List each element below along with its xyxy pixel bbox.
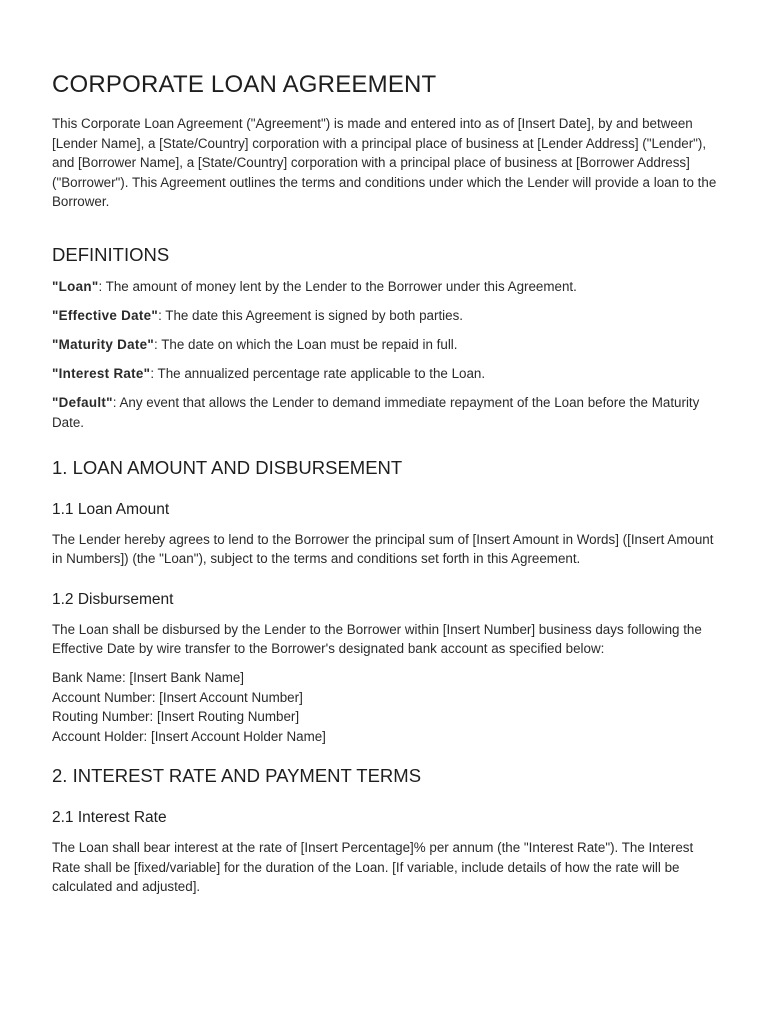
definition-text: : The date on which the Loan must be repaid in full. <box>154 337 458 353</box>
routing-number-line: Routing Number: [Insert Routing Number] <box>52 709 300 725</box>
section-2-heading: 2. INTEREST RATE AND PAYMENT TERMS <box>52 765 422 787</box>
definition-effective-date <box>52 306 720 326</box>
definition-text: : Any event that allows the Lender to demand immediate repayment of the Loan before the Maturity Date. <box>52 395 700 430</box>
definition-text: : The amount of money lent by the Lender to the Borrower under this Agreement. <box>98 278 577 294</box>
section-1-heading: 1. LOAN AMOUNT AND DISBURSEMENT <box>52 456 403 478</box>
document-page <box>52 70 720 918</box>
definition-text: : The date this Agreement is signed by both parties. <box>158 308 464 324</box>
account-holder-line: Account Holder: [Insert Account Holder Name] <box>52 728 326 744</box>
section-1-2-text: The Loan shall be disbursed by the Lender to the Borrower within [Insert Number] business days following the Effective Date by wire transfer to the Borrower's designated bank account as specified below: <box>52 621 702 657</box>
definition-term: "Loan" <box>52 278 99 294</box>
intro-paragraph: This Corporate Loan Agreement ("Agreement") is made and entered into as of [Insert Date], by and between [Lender Name], a [State/Country] corporation with a principal place of business at [Lender Address] ("Lender"), and [Borrower Name], a [State/Country] corporation with a principal place of business at [Borrower Address] ("Borrower"). This Agreement outlines the terms and conditions under which the Lender will provide a loan to the Borrower. <box>52 116 717 210</box>
definition-loan <box>52 277 720 297</box>
definition-term: "Effective Date" <box>52 308 159 324</box>
definition-term: "Maturity Date" <box>52 337 155 353</box>
definition-maturity-date <box>52 335 720 355</box>
definition-default <box>52 393 720 432</box>
bank-name-line: Bank Name: [Insert Bank Name] <box>52 669 245 685</box>
section-1-1-heading: 1.1 Loan Amount <box>52 500 170 518</box>
section-1-2-heading: 1.2 Disbursement <box>52 590 174 608</box>
section-2-1-heading: 2.1 Interest Rate <box>52 809 167 827</box>
document-title: CORPORATE LOAN AGREEMENT <box>52 71 437 98</box>
definition-term: "Default" <box>52 395 113 411</box>
section-2-1-text: The Loan shall bear interest at the rate of [Insert Percentage]% per annum (the "Interest Rate"). The Interest Rate shall be [fixed/variable] for the duration of the Loan. [If variable, include details of how the rate will be calculated and adjusted]. <box>52 840 694 895</box>
definitions-heading: DEFINITIONS <box>52 243 170 265</box>
account-number-line: Account Number: [Insert Account Number] <box>52 689 303 705</box>
section-1-1-text: The Lender hereby agrees to lend to the Borrower the principal sum of [Insert Amount in Words] ([Insert Amount in Numbers]) (the "Loan"), subject to the terms and conditions set forth in this Agreement. <box>52 531 714 567</box>
definition-term: "Interest Rate" <box>52 366 151 382</box>
bank-details <box>52 668 720 746</box>
definition-text: : The annualized percentage rate applicable to the Loan. <box>150 366 486 382</box>
definition-interest-rate <box>52 364 720 384</box>
